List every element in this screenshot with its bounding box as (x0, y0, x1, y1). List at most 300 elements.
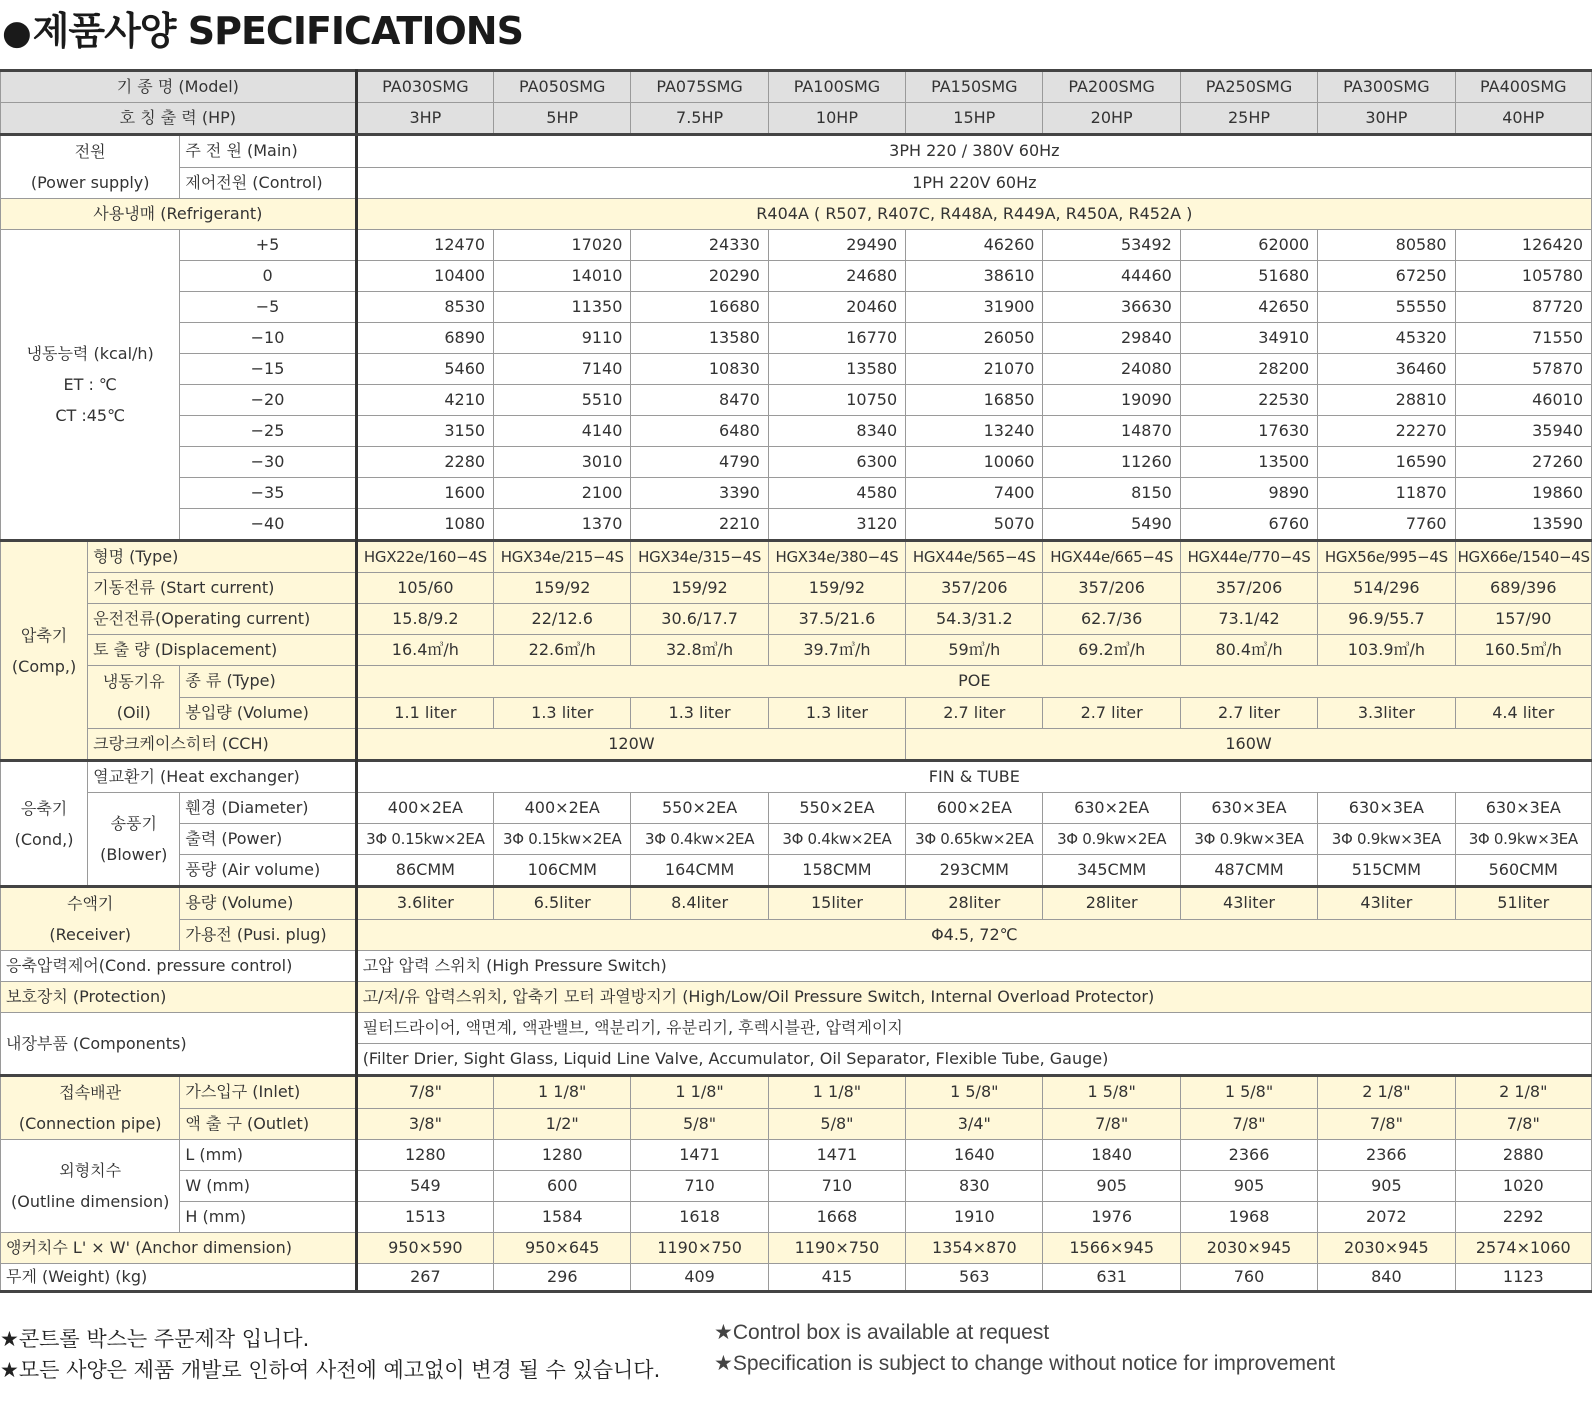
capacity-value: 44460 (1043, 261, 1180, 292)
outlet-value: 7/8" (1043, 1108, 1180, 1140)
operating-current-label: 운전전류(Operating current) (88, 604, 357, 635)
anchor-value: 1190×750 (631, 1233, 768, 1264)
capacity-value: 5490 (1043, 509, 1180, 541)
inlet-value: 1 5/8" (906, 1076, 1043, 1109)
capacity-label-line: ET : ℃ (63, 375, 117, 394)
outlet-label: 액 출 구 (Outlet) (180, 1108, 356, 1140)
start-current-value: 514/296 (1318, 573, 1455, 604)
start-current-value: 105/60 (356, 573, 493, 604)
et-value: −20 (180, 385, 356, 416)
diameter-value: 630×2EA (1043, 793, 1180, 824)
label-line-ko: 외형치수 (59, 1161, 122, 1180)
et-value: 0 (180, 261, 356, 292)
outlet-value: 5/8" (768, 1108, 905, 1140)
capacity-value: 12470 (356, 230, 493, 261)
air-volume-value: 106CMM (494, 855, 631, 887)
blower-power-value: 3Φ 0.4kw×2EA (768, 824, 905, 855)
page-title (2, 0, 523, 55)
note-korean-2: ★모든 사양은 제품 개발로 인하여 사전에 예고없이 변경 될 수 있습니다. (0, 1358, 661, 1382)
oil-label (88, 666, 180, 729)
capacity-value: 6760 (1180, 509, 1317, 541)
diameter-value: 600×2EA (906, 793, 1043, 824)
oil-volume-value: 1.3 liter (494, 697, 631, 729)
capacity-value: 34910 (1180, 323, 1317, 354)
inlet-value: 2 1/8" (1318, 1076, 1455, 1109)
oil-type-value: POE (356, 666, 1591, 698)
width-value: 905 (1318, 1171, 1455, 1202)
width-value: 830 (906, 1171, 1043, 1202)
table-row (1, 666, 1592, 698)
capacity-value: 62000 (1180, 230, 1317, 261)
anchor-value: 1354×870 (906, 1233, 1043, 1264)
table-row (1, 919, 1592, 951)
displacement-value: 103.9㎥/h (1318, 635, 1455, 666)
capacity-value: 11260 (1043, 447, 1180, 478)
air-volume-value: 345CMM (1043, 855, 1180, 887)
cch-value-a: 120W (356, 729, 905, 761)
operating-current-value: 157/90 (1455, 604, 1591, 635)
anchor-value: 950×590 (356, 1233, 493, 1264)
label-line-en: (Comp,) (11, 656, 77, 676)
comp-type-value: HGX44e/770−4S (1180, 541, 1317, 573)
length-value: 2880 (1455, 1140, 1591, 1171)
table-row (1, 824, 1592, 855)
operating-current-value: 54.3/31.2 (906, 604, 1043, 635)
width-value: 710 (631, 1171, 768, 1202)
note-english-2: ★Specification is subject to change without notice for improvement (714, 1352, 1336, 1375)
capacity-value: 71550 (1455, 323, 1591, 354)
capacity-value: 5510 (494, 385, 631, 416)
operating-current-value: 22/12.6 (494, 604, 631, 635)
operating-current-value: 30.6/17.7 (631, 604, 768, 635)
label-line-ko: 응축기 (20, 798, 68, 818)
capacity-value: 42650 (1180, 292, 1317, 323)
table-row (1, 71, 1592, 103)
components-label: 내장부품 (Components) (1, 1013, 357, 1076)
weight-value: 1123 (1455, 1264, 1591, 1292)
outline-label (1, 1140, 180, 1233)
air-volume-value: 158CMM (768, 855, 905, 887)
length-value: 1471 (768, 1140, 905, 1171)
inlet-value: 1 1/8" (768, 1076, 905, 1109)
table-row (1, 697, 1592, 729)
air-volume-value: 293CMM (906, 855, 1043, 887)
diameter-value: 550×2EA (768, 793, 905, 824)
capacity-value: 4790 (631, 447, 768, 478)
table-row (1, 261, 1592, 292)
displacement-value: 22.6㎥/h (494, 635, 631, 666)
capacity-value: 3010 (494, 447, 631, 478)
length-value: 1280 (356, 1140, 493, 1171)
anchor-value: 2030×945 (1180, 1233, 1317, 1264)
capacity-value: 17630 (1180, 416, 1317, 447)
cond-pressure-value: 고압 압력 스위치 (High Pressure Switch) (356, 951, 1591, 982)
width-label: W (mm) (180, 1171, 356, 1202)
displacement-value: 80.4㎥/h (1180, 635, 1317, 666)
length-value: 1471 (631, 1140, 768, 1171)
oil-volume-label: 봉입량 (Volume) (180, 697, 356, 729)
diameter-value: 630×3EA (1318, 793, 1455, 824)
blower-power-value: 3Φ 0.9kw×3EA (1180, 824, 1317, 855)
power-main-label: 주 전 원 (Main) (180, 135, 356, 168)
model-name: PA100SMG (768, 71, 905, 103)
table-row (1, 951, 1592, 982)
capacity-value: 4210 (356, 385, 493, 416)
capacity-value: 51680 (1180, 261, 1317, 292)
model-name: PA300SMG (1318, 71, 1455, 103)
et-value: −25 (180, 416, 356, 447)
capacity-value: 17020 (494, 230, 631, 261)
weight-value: 415 (768, 1264, 905, 1292)
capacity-value: 13590 (1455, 509, 1591, 541)
label-line-en: (Cond,) (14, 829, 74, 849)
capacity-value: 55550 (1318, 292, 1455, 323)
capacity-value: 22270 (1318, 416, 1455, 447)
start-current-value: 689/396 (1455, 573, 1591, 604)
hp-value: 3HP (356, 103, 493, 135)
capacity-label-line: 냉동능력 (kcal/h) (26, 344, 154, 363)
capacity-value: 8150 (1043, 478, 1180, 509)
comp-type-value: HGX34e/215−4S (494, 541, 631, 573)
fusible-plug-label: 가용전 (Pusi. plug) (180, 919, 356, 951)
condenser-label (1, 761, 88, 887)
capacity-value: 28200 (1180, 354, 1317, 385)
oil-volume-value: 2.7 liter (1180, 697, 1317, 729)
table-row (1, 292, 1592, 323)
height-value: 1910 (906, 1202, 1043, 1233)
refrigerant-value: R404A ( R507, R407C, R448A, R449A, R450A, R452A ) (356, 199, 1591, 230)
table-row (1, 573, 1592, 604)
height-value: 1668 (768, 1202, 905, 1233)
oil-type-label: 종 류 (Type) (180, 666, 356, 698)
air-volume-value: 560CMM (1455, 855, 1591, 887)
table-row (1, 982, 1592, 1013)
table-row (1, 1013, 1592, 1044)
hp-value: 7.5HP (631, 103, 768, 135)
capacity-value: 21070 (906, 354, 1043, 385)
anchor-label: 앵커치수 L' × W' (Anchor dimension) (1, 1233, 357, 1264)
outlet-value: 1/2" (494, 1108, 631, 1140)
heat-exchanger-value: FIN & TUBE (356, 761, 1591, 793)
capacity-value: 4580 (768, 478, 905, 509)
capacity-value: 20290 (631, 261, 768, 292)
weight-label: 무게 (Weight) (kg) (1, 1264, 357, 1292)
table-row (1, 167, 1592, 199)
capacity-value: 8340 (768, 416, 905, 447)
height-value: 1618 (631, 1202, 768, 1233)
receiver-volume-value: 51liter (1455, 887, 1591, 920)
height-value: 1968 (1180, 1202, 1317, 1233)
capacity-value: 29840 (1043, 323, 1180, 354)
table-row (1, 447, 1592, 478)
capacity-value: 13580 (768, 354, 905, 385)
capacity-value: 1600 (356, 478, 493, 509)
capacity-value: 14010 (494, 261, 631, 292)
hp-value: 30HP (1318, 103, 1455, 135)
et-value: −10 (180, 323, 356, 354)
capacity-value: 35940 (1455, 416, 1591, 447)
capacity-value: 22530 (1180, 385, 1317, 416)
displacement-value: 160.5㎥/h (1455, 635, 1591, 666)
cond-pressure-label: 응축압력제어(Cond. pressure control) (1, 951, 357, 982)
capacity-value: 87720 (1455, 292, 1591, 323)
et-value: −15 (180, 354, 356, 385)
oil-volume-value: 1.3 liter (768, 697, 905, 729)
operating-current-value: 96.9/55.7 (1318, 604, 1455, 635)
start-current-label: 기동전류 (Start current) (88, 573, 357, 604)
weight-value: 296 (494, 1264, 631, 1292)
hp-value: 5HP (494, 103, 631, 135)
operating-current-value: 37.5/21.6 (768, 604, 905, 635)
label-line-ko: 냉동기유 (102, 672, 165, 691)
capacity-value: 6480 (631, 416, 768, 447)
capacity-value: 36460 (1318, 354, 1455, 385)
diameter-value: 400×2EA (494, 793, 631, 824)
capacity-value: 3390 (631, 478, 768, 509)
outlet-value: 3/8" (356, 1108, 493, 1140)
table-row (1, 385, 1592, 416)
width-value: 710 (768, 1171, 905, 1202)
capacity-value: 45320 (1318, 323, 1455, 354)
table-row (1, 1264, 1592, 1292)
diameter-value: 630×3EA (1455, 793, 1591, 824)
label-line-en: (Outline dimension) (11, 1192, 170, 1211)
et-value: −5 (180, 292, 356, 323)
diameter-value: 630×3EA (1180, 793, 1317, 824)
hp-value: 40HP (1455, 103, 1591, 135)
capacity-value: 3120 (768, 509, 905, 541)
displacement-value: 16.4㎥/h (356, 635, 493, 666)
capacity-value: 26050 (906, 323, 1043, 354)
capacity-value: 2280 (356, 447, 493, 478)
length-value: 1640 (906, 1140, 1043, 1171)
capacity-value: 10750 (768, 385, 905, 416)
inlet-label: 가스입구 (Inlet) (180, 1076, 356, 1109)
capacity-value: 14870 (1043, 416, 1180, 447)
label-line-ko: 압축기 (20, 625, 68, 645)
table-row (1, 793, 1592, 824)
capacity-value: 31900 (906, 292, 1043, 323)
weight-value: 563 (906, 1264, 1043, 1292)
et-value: −30 (180, 447, 356, 478)
table-row (1, 1202, 1592, 1233)
receiver-volume-value: 43liter (1318, 887, 1455, 920)
oil-volume-value: 2.7 liter (1043, 697, 1180, 729)
label-line-ko: 수액기 (67, 894, 114, 913)
weight-value: 267 (356, 1264, 493, 1292)
length-value: 2366 (1180, 1140, 1317, 1171)
capacity-value: 10400 (356, 261, 493, 292)
table-row (1, 416, 1592, 447)
capacity-value: 2100 (494, 478, 631, 509)
capacity-value: 3150 (356, 416, 493, 447)
capacity-value: 24080 (1043, 354, 1180, 385)
receiver-volume-value: 6.5liter (494, 887, 631, 920)
fusible-plug-value: Φ4.5, 72℃ (356, 919, 1591, 951)
capacity-value: 36630 (1043, 292, 1180, 323)
comp-type-value: HGX34e/315−4S (631, 541, 768, 573)
capacity-value: 16850 (906, 385, 1043, 416)
height-value: 1976 (1043, 1202, 1180, 1233)
oil-volume-value: 1.3 liter (631, 697, 768, 729)
diameter-value: 550×2EA (631, 793, 768, 824)
cch-value-b: 160W (906, 729, 1592, 761)
blower-power-value: 3Φ 0.9kw×3EA (1455, 824, 1591, 855)
label-line-ko: 접속배관 (59, 1083, 122, 1102)
capacity-value: 9890 (1180, 478, 1317, 509)
outlet-value: 5/8" (631, 1108, 768, 1140)
comp-type-label: 형명 (Type) (88, 541, 357, 573)
capacity-value: 16590 (1318, 447, 1455, 478)
displacement-value: 32.8㎥/h (631, 635, 768, 666)
model-label: 기 종 명 (Model) (1, 71, 357, 103)
table-row (1, 1076, 1592, 1109)
displacement-value: 39.7㎥/h (768, 635, 905, 666)
comp-type-value: HGX44e/665−4S (1043, 541, 1180, 573)
power-label: 출력 (Power) (180, 824, 356, 855)
length-value: 2366 (1318, 1140, 1455, 1171)
capacity-value: 5070 (906, 509, 1043, 541)
power-control-value: 1PH 220V 60Hz (356, 167, 1591, 199)
start-current-value: 159/92 (631, 573, 768, 604)
capacity-value: 16680 (631, 292, 768, 323)
refrigerant-label: 사용냉매 (Refrigerant) (1, 199, 357, 230)
power-main-value: 3PH 220 / 380V 60Hz (356, 135, 1591, 168)
receiver-label (1, 887, 180, 951)
diameter-label: 휀경 (Diameter) (180, 793, 356, 824)
air-volume-value: 86CMM (356, 855, 493, 887)
capacity-label (1, 230, 180, 541)
capacity-value: 80580 (1318, 230, 1455, 261)
table-row (1, 509, 1592, 541)
table-row (1, 478, 1592, 509)
anchor-value: 2030×945 (1318, 1233, 1455, 1264)
operating-current-value: 62.7/36 (1043, 604, 1180, 635)
protection-label: 보호장치 (Protection) (1, 982, 357, 1013)
capacity-value: 13500 (1180, 447, 1317, 478)
components-ko: 필터드라이어, 액면계, 액관밸브, 액분리기, 유분리기, 후렉시블관, 압력게이지 (356, 1013, 1591, 1044)
capacity-value: 38610 (906, 261, 1043, 292)
capacity-value: 57870 (1455, 354, 1591, 385)
comp-type-value: HGX34e/380−4S (768, 541, 905, 573)
height-value: 1584 (494, 1202, 631, 1233)
start-current-value: 159/92 (494, 573, 631, 604)
capacity-value: 105780 (1455, 261, 1591, 292)
protection-value: 고/저/유 압력스위치, 압축기 모터 과열방지기 (High/Low/Oil Pressure Switch, Internal Overload Protector) (356, 982, 1591, 1013)
blower-power-value: 3Φ 0.9kw×3EA (1318, 824, 1455, 855)
blower-label (88, 793, 180, 887)
inlet-value: 7/8" (356, 1076, 493, 1109)
width-value: 549 (356, 1171, 493, 1202)
start-current-value: 357/206 (906, 573, 1043, 604)
receiver-volume-value: 28liter (1043, 887, 1180, 920)
et-value: −40 (180, 509, 356, 541)
table-row (1, 761, 1592, 793)
table-row (1, 541, 1592, 573)
outlet-value: 3/4" (906, 1108, 1043, 1140)
blower-power-value: 3Φ 0.65kw×2EA (906, 824, 1043, 855)
inlet-value: 2 1/8" (1455, 1076, 1591, 1109)
label-line-en: (Connection pipe) (18, 1114, 162, 1133)
operating-current-value: 15.8/9.2 (356, 604, 493, 635)
comp-type-value: HGX44e/565−4S (906, 541, 1043, 573)
capacity-value: 67250 (1318, 261, 1455, 292)
hp-value: 25HP (1180, 103, 1317, 135)
capacity-value: 2210 (631, 509, 768, 541)
anchor-value: 950×645 (494, 1233, 631, 1264)
spec-table (0, 69, 1592, 1293)
table-row (1, 135, 1592, 168)
height-value: 2072 (1318, 1202, 1455, 1233)
model-name: PA250SMG (1180, 71, 1317, 103)
height-value: 2292 (1455, 1202, 1591, 1233)
start-current-value: 159/92 (768, 573, 905, 604)
oil-volume-value: 3.3liter (1318, 697, 1455, 729)
capacity-value: 9110 (494, 323, 631, 354)
anchor-value: 2574×1060 (1455, 1233, 1591, 1264)
capacity-value: 24330 (631, 230, 768, 261)
heat-exchanger-label: 열교환기 (Heat exchanger) (88, 761, 357, 793)
capacity-value: 4140 (494, 416, 631, 447)
height-value: 1513 (356, 1202, 493, 1233)
table-row (1, 855, 1592, 887)
weight-value: 631 (1043, 1264, 1180, 1292)
width-value: 600 (494, 1171, 631, 1202)
anchor-value: 1190×750 (768, 1233, 905, 1264)
air-volume-value: 515CMM (1318, 855, 1455, 887)
width-value: 905 (1043, 1171, 1180, 1202)
comp-type-value: HGX66e/1540−4S (1455, 541, 1591, 573)
label-line-en: (Oil) (116, 703, 151, 722)
length-label: L (mm) (180, 1140, 356, 1171)
model-name: PA030SMG (356, 71, 493, 103)
width-value: 1020 (1455, 1171, 1591, 1202)
capacity-label-line: CT :45℃ (55, 406, 126, 425)
outlet-value: 7/8" (1180, 1108, 1317, 1140)
anchor-value: 1566×945 (1043, 1233, 1180, 1264)
hp-value: 20HP (1043, 103, 1180, 135)
displacement-value: 59㎥/h (906, 635, 1043, 666)
table-row (1, 1140, 1592, 1171)
comp-type-value: HGX56e/995−4S (1318, 541, 1455, 573)
displacement-label: 토 출 량 (Displacement) (88, 635, 357, 666)
blower-power-value: 3Φ 0.15kw×2EA (356, 824, 493, 855)
inlet-value: 1 5/8" (1180, 1076, 1317, 1109)
inlet-value: 1 5/8" (1043, 1076, 1180, 1109)
capacity-value: 13580 (631, 323, 768, 354)
label-line-en: (Receiver) (49, 925, 132, 944)
operating-current-value: 73.1/42 (1180, 604, 1317, 635)
length-value: 1280 (494, 1140, 631, 1171)
oil-volume-value: 1.1 liter (356, 697, 493, 729)
et-value: +5 (180, 230, 356, 261)
air-volume-value: 164CMM (631, 855, 768, 887)
label-line-en: (Power supply) (30, 173, 150, 192)
table-row (1, 103, 1592, 135)
receiver-volume-value: 28liter (906, 887, 1043, 920)
comp-type-value: HGX22e/160−4S (356, 541, 493, 573)
height-label: H (mm) (180, 1202, 356, 1233)
capacity-value: 1370 (494, 509, 631, 541)
label-line-ko: 송풍기 (110, 814, 157, 833)
receiver-volume-value: 8.4liter (631, 887, 768, 920)
capacity-value: 7140 (494, 354, 631, 385)
table-row (1, 323, 1592, 354)
capacity-value: 6890 (356, 323, 493, 354)
bullet-icon: ● (2, 13, 31, 53)
table-row (1, 729, 1592, 761)
table-row (1, 1108, 1592, 1140)
